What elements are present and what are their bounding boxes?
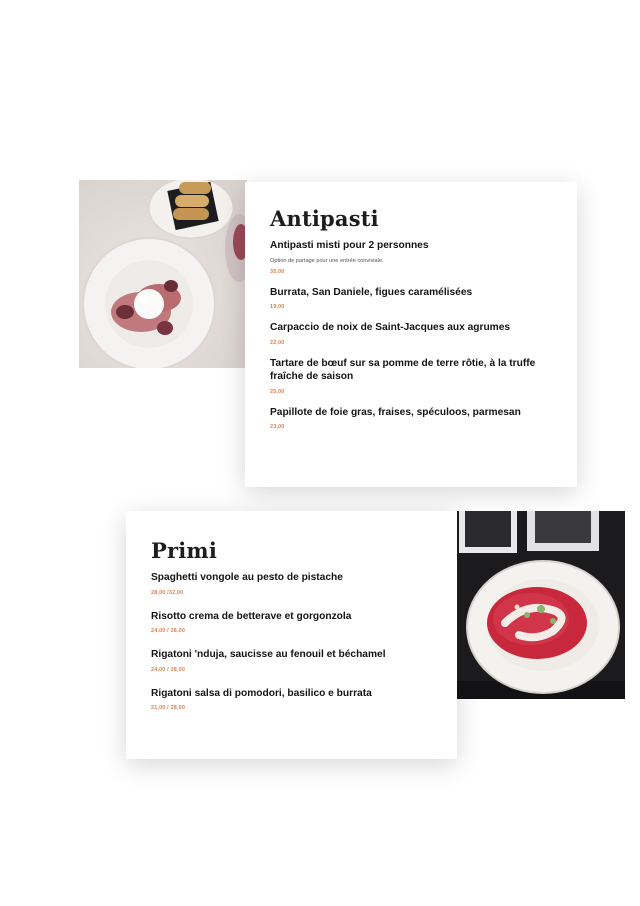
item-description: Option de partage pour une entrée conviviale.	[270, 257, 384, 264]
menu-item	[151, 648, 432, 673]
section-title-antipasti: Antipasti	[270, 206, 379, 231]
item-price: 21,00 / 28,00	[151, 705, 186, 711]
item-price: 23,00	[270, 424, 285, 430]
section-title-primi: Primi	[151, 538, 218, 563]
menu-item	[151, 571, 432, 596]
menu-item	[270, 286, 552, 311]
menu-item	[151, 687, 432, 712]
antipasti-menu-card	[245, 182, 577, 487]
item-price: 24,00 / 28,00	[151, 666, 186, 673]
menu-item	[270, 357, 552, 395]
item-name: Risotto crema de betterave et gorgonzola	[151, 610, 352, 622]
menu-item	[270, 406, 552, 431]
primi-dish-photo	[457, 511, 625, 699]
item-price: 25,00	[270, 388, 285, 395]
item-name: Tartare de bœuf sur sa pomme de terre rôtie, à la truffe fraîche de saison	[270, 357, 536, 382]
item-price: 19,00	[270, 304, 285, 310]
item-price: 24,00 / 28,00	[151, 628, 186, 634]
item-price: 28,00 /32,00	[151, 589, 184, 596]
item-name: Burrata, San Daniele, figues caramélisées	[270, 286, 473, 298]
primi-menu-card	[126, 511, 457, 759]
antipasti-dish-photo	[79, 180, 247, 368]
item-price: 22,00	[270, 339, 285, 346]
menu-item	[270, 321, 552, 346]
item-price: 35,00	[270, 268, 285, 275]
item-name: Spaghetti vongole au pesto de pistache	[151, 572, 343, 583]
item-name: Papillote de foie gras, fraises, spéculoos, parmesan	[270, 406, 521, 418]
item-name: Carpaccio de noix de Saint-Jacques aux agrumes	[270, 322, 511, 333]
item-name: Rigatoni salsa di pomodori, basilico e burrata	[151, 687, 372, 699]
item-name: Rigatoni 'nduja, saucisse au fenouil et béchamel	[151, 649, 386, 660]
menu-item	[151, 610, 432, 635]
menu-item	[270, 239, 552, 275]
item-name: Antipasti misti pour 2 personnes	[270, 240, 429, 251]
